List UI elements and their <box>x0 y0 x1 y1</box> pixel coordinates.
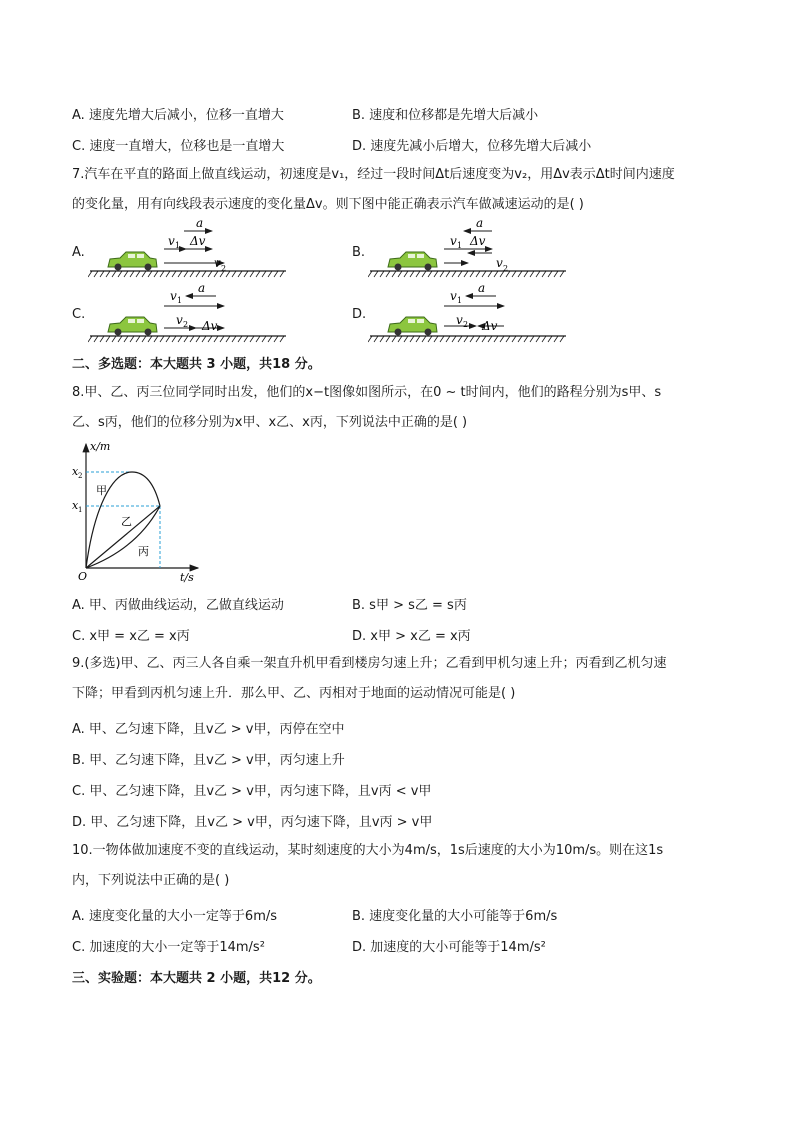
q8-option-c: C. x甲 = x乙 = x丙 <box>72 629 190 644</box>
q7-figure-c <box>88 280 288 345</box>
q9-option-a: A. 甲、乙匀速下降，且v乙 > v甲，丙停在空中 <box>72 722 345 737</box>
q7-line1: 7.汽车在平直的路面上做直线运动，初速度是v₁，经过一段时间Δt后速度变为v₂，用Δv表示Δt时间内速度 <box>72 167 675 182</box>
q9-option-d: D. 甲、乙匀速下降，且v乙 > v甲，丙匀速下降，且v丙 > v甲 <box>72 815 433 830</box>
vector-a-label: a <box>198 281 206 295</box>
q6-option-a: A. 速度先增大后减小，位移一直增大 <box>72 108 284 123</box>
q9-option-c: C. 甲、乙匀速下降，且v乙 > v甲，丙匀速下降，且v丙 < v甲 <box>72 784 432 799</box>
vector-v1-label: v <box>450 289 457 303</box>
section-heading-multi-choice: 二、多选题：本大题共 3 小题，共18 分。 <box>72 357 321 372</box>
curve-jia-label: 甲 <box>96 484 107 497</box>
vector-v1-label: v <box>450 234 457 248</box>
car-icon <box>108 252 157 271</box>
q7-label-b: B. <box>352 245 366 260</box>
q7-label-c: C. <box>72 307 86 322</box>
vector-dv-label: Δv <box>202 319 218 333</box>
q10-option-b: B. 速度变化量的大小可能等于6m/s <box>352 909 558 924</box>
q7-figure-a <box>88 215 288 280</box>
y-axis-label: x/m <box>90 440 111 453</box>
vector-v2-label: v <box>456 313 463 327</box>
origin-label: O <box>78 570 88 583</box>
q10-line2: 内，下列说法中正确的是( ) <box>72 873 230 888</box>
q8-option-b: B. s甲 > s乙 = s丙 <box>352 598 467 613</box>
vector-v2-sub: 2 <box>463 320 469 329</box>
q9-stem <box>72 649 732 709</box>
q7-label-d: D. <box>352 307 367 322</box>
q8-line2: 乙、s丙，他们的位移分别为x甲、x乙、x丙，下列说法中正确的是( ) <box>72 415 468 430</box>
vector-v2-sub: 2 <box>183 320 189 329</box>
q6-option-c: C. 速度一直增大，位移也是一直增大 <box>72 139 285 154</box>
x2-sub: 2 <box>78 472 83 480</box>
vector-v2-sub: 2 <box>221 264 227 273</box>
q7-figure-d <box>368 280 568 345</box>
x2-label: x <box>72 465 79 478</box>
vector-a-label: a <box>196 216 204 230</box>
line-yi-label: 乙 <box>121 515 132 528</box>
q8-xt-graph <box>66 438 206 586</box>
vector-dv-label: Δv <box>470 234 486 248</box>
vector-v1-label: v <box>170 289 177 303</box>
q8-option-a: A. 甲、丙做曲线运动，乙做直线运动 <box>72 598 284 613</box>
q8-line1: 8.甲、乙、丙三位同学同时出发，他们的x−t图像如图所示，在0 ~ t时间内，他们的路程分别为s甲、s <box>72 385 662 400</box>
car-icon <box>388 317 437 336</box>
car-icon <box>388 252 437 271</box>
x1-sub: 1 <box>78 506 83 514</box>
q8-stem <box>72 378 732 438</box>
q10-option-a: A. 速度变化量的大小一定等于6m/s <box>72 909 278 924</box>
q10-option-d: D. 加速度的大小可能等于14m/s² <box>352 940 546 955</box>
vector-v1-sub: 1 <box>175 241 181 250</box>
x-axis-label: t/s <box>180 571 194 584</box>
q6-option-b: B. 速度和位移都是先增大后减小 <box>352 108 539 123</box>
vector-v1-sub: 1 <box>177 296 183 305</box>
vector-a-label: a <box>476 216 484 230</box>
vector-v2-label: v <box>214 256 221 270</box>
q9-option-b: B. 甲、乙匀速下降，且v乙 > v甲，丙匀速上升 <box>72 753 345 768</box>
vector-v2-label: v <box>496 256 503 270</box>
vector-v1-sub: 1 <box>457 296 463 305</box>
q9-line2: 下降；甲看到丙机匀速上升．那么甲、乙、丙相对于地面的运动情况可能是( ) <box>72 686 516 701</box>
section-heading-experiment: 三、实验题：本大题共 2 小题，共12 分。 <box>72 971 321 986</box>
x1-label: x <box>72 499 79 512</box>
q7-stem <box>72 160 732 220</box>
q6-option-d: D. 速度先减小后增大，位移先增大后减小 <box>352 139 592 154</box>
vector-v1-sub: 1 <box>457 241 463 250</box>
q9-line1: 9.(多选)甲、乙、丙三人各自乘一架直升机甲看到楼房匀速上升；乙看到甲机匀速上升；丙看到乙机匀速 <box>72 656 667 671</box>
curve-bing-label: 丙 <box>138 545 149 558</box>
vector-a-label: a <box>478 281 486 295</box>
car-icon <box>108 317 157 336</box>
vector-dv-label: Δv <box>482 319 498 333</box>
vector-dv-label: Δv <box>190 234 206 248</box>
q10-option-c: C. 加速度的大小一定等于14m/s² <box>72 940 265 955</box>
vector-v1-label: v <box>168 234 175 248</box>
q7-line2: 的变化量，用有向线段表示速度的变化量Δv。则下图中能正确表示汽车做减速运动的是( ) <box>72 197 584 212</box>
q10-line1: 10.一物体做加速度不变的直线运动，某时刻速度的大小为4m/s，1s后速度的大小为10m/s。则在这1s <box>72 843 664 858</box>
vector-v2-sub: 2 <box>503 264 509 273</box>
q7-label-a: A. <box>72 245 85 260</box>
q7-figure-b <box>368 215 568 280</box>
q10-stem <box>72 836 732 896</box>
q8-option-d: D. x甲 > x乙 = x丙 <box>352 629 471 644</box>
vector-v2-label: v <box>176 313 183 327</box>
